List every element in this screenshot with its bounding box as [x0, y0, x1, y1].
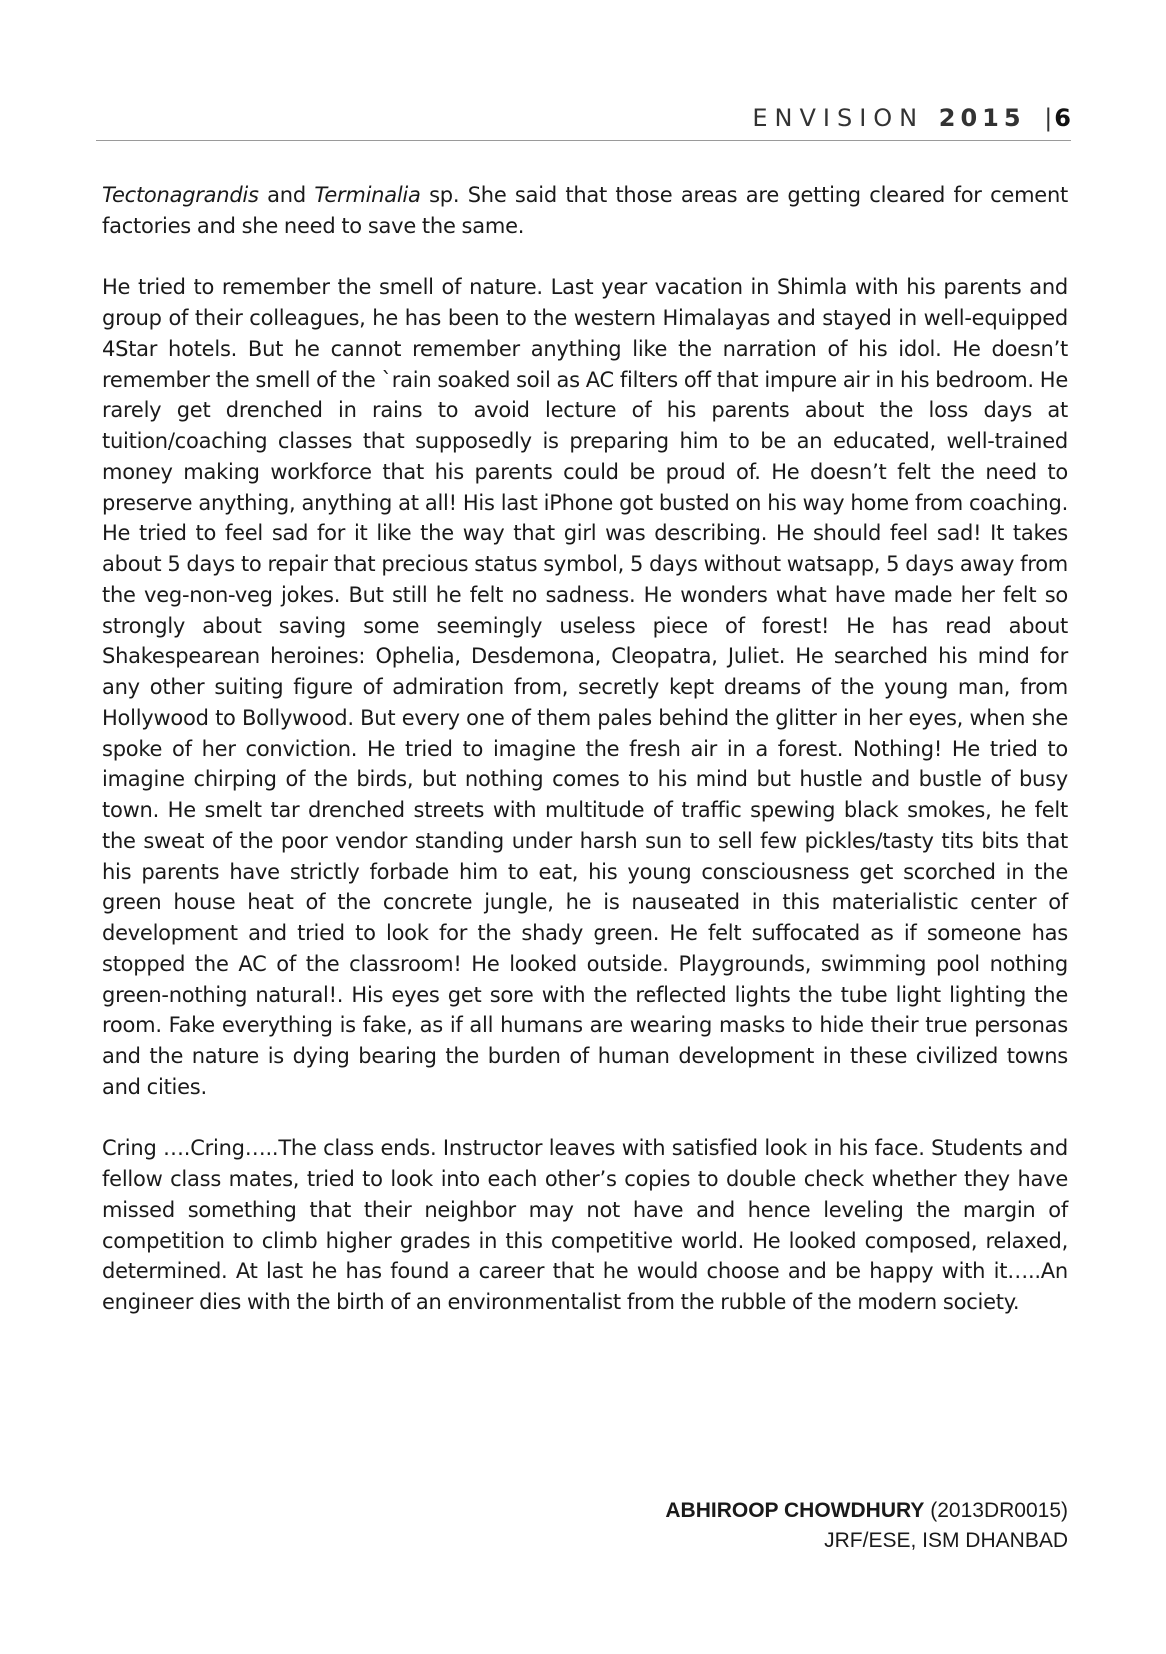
species-name-2: Terminalia — [314, 183, 421, 207]
article-body — [102, 180, 1068, 1318]
page-number: 6 — [1054, 104, 1071, 132]
paragraph-1-rest: sp. She said that those areas are getting cleared for cement factories and she need to save the same. — [102, 183, 1068, 238]
paragraph-1-text: and — [258, 183, 315, 207]
paragraph-3: Cring ….Cring…..The class ends. Instructor leaves with satisfied look in his face. Students and fellow class mates, tried to look into each other’s copies to double check whether they have missed something that their neighbor may not have and hence leveling the margin of competition to climb higher grades in this competitive world. He looked composed, relaxed, determined. At last he has found a career that he would choose and be happy with it…..An engineer dies with the birth of an environmentalist from the rubble of the modern society. — [102, 1136, 1068, 1314]
header-divider — [96, 140, 1071, 141]
author-name: ABHIROOP CHOWDHURY — [665, 1499, 925, 1522]
author-id: (2013DR0015) — [924, 1499, 1068, 1522]
author-affiliation: JRF/ESE, ISM DHANBAD — [824, 1529, 1068, 1552]
paragraph-1 — [102, 180, 1068, 242]
species-name-1: Tectonagrandis — [102, 183, 259, 207]
header-year: 2015 — [938, 104, 1026, 132]
author-line — [560, 1496, 1068, 1526]
header-separator: | — [1044, 104, 1055, 132]
paragraph-2: He tried to remember the smell of nature. Last year vacation in Shimla with his parents and group of their colleagues, he has been to the western Himalayas and stayed in well-equipped 4Star hotels. But he cannot remember anything like the narration of his idol. He doesn’t remember the smell of the `rain soaked soil as AC filters off that impure air in his bedroom. He rarely get drenched in rains to avoid lecture of his parents about the loss days at tuition/coaching classes that supposedly is preparing him to be an educated, well-trained money making workforce that his parents could be proud of. He doesn’t felt the need to preserve anything, anything at all! His last iPhone got busted on his way home from coaching. He tried to feel sad for it like the way that girl was describing. He should feel sad! It takes about 5 days to repair that precious status symbol, 5 days without watsapp, 5 days away from the veg-non-veg jokes. But still he felt no sadness. He wonders what have made her felt so strongly about saving some seemingly useless piece of forest! He has read about Shakespearean heroines: Ophelia, Desdemona, Cleopatra, Juliet. He searched his mind for any other suiting figure of admiration from, secretly kept dreams of the young man, from Hollywood to Bollywood. But every one of them pales behind the glitter in her eyes, when she spoke of her conviction. He tried to imagine the fresh air in a forest. Nothing! He tried to imagine chirping of the birds, but nothing comes to his mind but hustle and bustle of busy town. He smelt tar drenched streets with multitude of traffic spewing black smokes, he felt the sweat of the poor vendor standing under harsh sun to sell few pickles/tasty tits bits that his parents have strictly forbade him to eat, his young consciousness get scorched in the green house heat of the concrete jungle, he is nauseated in this materialistic center of development and tried to look for the shady green. He felt suffocated as if someone has stopped the AC of the classroom! He looked outside. Playgrounds, swimming pool nothing green-nothing natural!. His eyes get sore with the reflected lights the tube light lighting the room. Fake everything is fake, as if all humans are wearing masks to hide their true personas and the nature is dying bearing the burden of human development in these civilized towns and cities. — [102, 275, 1068, 1099]
page-header — [96, 104, 1071, 144]
header-title: ENVISION — [752, 104, 925, 132]
author-signature — [560, 1496, 1068, 1556]
